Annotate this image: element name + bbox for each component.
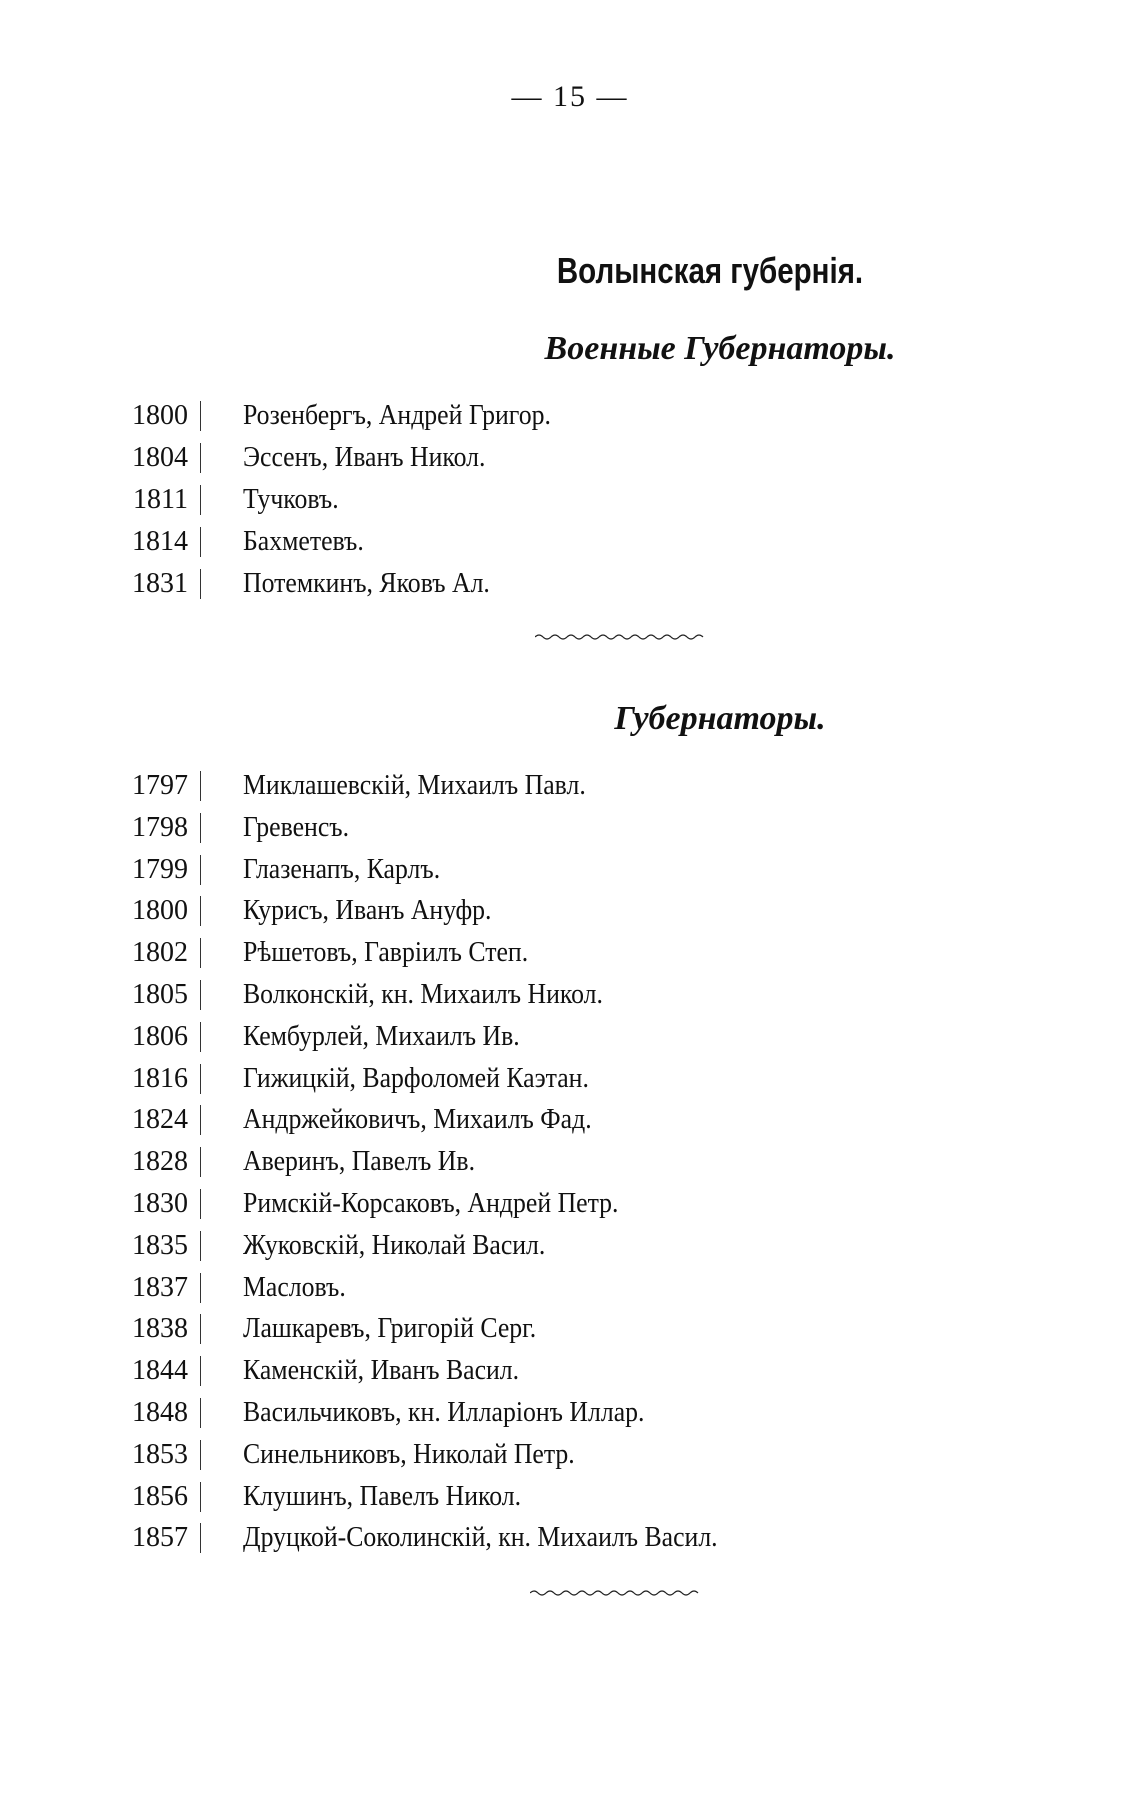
- entry-name: Гижицкій, Варфоломей Каэтан.: [243, 1062, 589, 1094]
- column-rule: [200, 1189, 201, 1219]
- entry-year: 1800: [132, 400, 188, 431]
- column-rule: [200, 1022, 201, 1052]
- list-item: [0, 1517, 1140, 1559]
- entry-year: 1857: [132, 1522, 188, 1554]
- entry-name: Римскій-Корсаковъ, Андрей Петр.: [243, 1187, 619, 1219]
- column-rule: [200, 855, 201, 885]
- governors-list: [0, 765, 1140, 1559]
- page-number: — 15 —: [511, 80, 629, 113]
- entry-name: Розенбергъ, Андрей Григор.: [243, 400, 551, 431]
- entry-year: 1800: [132, 895, 188, 927]
- entry-name: Глазенапъ, Карлъ.: [243, 853, 441, 885]
- list-item: [0, 1141, 1140, 1183]
- list-item: [0, 1392, 1140, 1434]
- entry-year: 1844: [132, 1355, 188, 1387]
- entry-name: Эссенъ, Иванъ Никол.: [243, 442, 486, 473]
- entry-year: 1799: [132, 853, 188, 885]
- list-item: [0, 1267, 1140, 1309]
- entry-year: 1805: [132, 978, 188, 1010]
- page-title: Волынская губернія.: [556, 250, 864, 291]
- military-governors-list: [0, 395, 1140, 605]
- entry-year: 1806: [132, 1020, 188, 1052]
- list-item: [0, 974, 1140, 1016]
- column-rule: [200, 938, 201, 968]
- column-rule: [200, 1356, 201, 1386]
- entry-year: 1824: [132, 1104, 188, 1136]
- column-rule: [200, 980, 201, 1010]
- column-rule: [200, 401, 201, 431]
- entry-name: Жуковскій, Николай Васил.: [243, 1229, 546, 1261]
- entry-name: Васильчиковъ, кн. Илларіонъ Иллар.: [243, 1396, 645, 1428]
- entry-year: 1816: [132, 1062, 188, 1094]
- list-item: [0, 765, 1140, 807]
- column-rule: [200, 1398, 201, 1428]
- entry-year: 1853: [132, 1438, 188, 1470]
- column-rule: [200, 771, 201, 801]
- entry-name: Бахметевъ.: [243, 526, 364, 557]
- entry-name: Курисъ, Иванъ Ануфр.: [243, 895, 492, 927]
- column-rule: [200, 1440, 201, 1470]
- military-governors-heading: Военные Губернаторы.: [544, 330, 896, 367]
- list-item: [0, 890, 1140, 932]
- section-divider: [535, 632, 705, 642]
- list-item: [0, 1308, 1140, 1350]
- list-item: [0, 437, 1140, 479]
- entry-year: 1837: [132, 1271, 188, 1303]
- entry-year: 1804: [132, 442, 188, 473]
- entry-name: Рѣшетовъ, Гавріилъ Степ.: [243, 937, 529, 969]
- list-item: [0, 1434, 1140, 1476]
- list-item: [0, 479, 1140, 521]
- entry-name: Тучковъ.: [243, 484, 339, 515]
- entry-name: Волконскій, кн. Михаилъ Никол.: [243, 978, 603, 1010]
- column-rule: [200, 896, 201, 926]
- entry-name: Аверинъ, Павелъ Ив.: [243, 1146, 476, 1178]
- list-item: [0, 1099, 1140, 1141]
- list-item: [0, 849, 1140, 891]
- entry-name: Масловъ.: [243, 1271, 346, 1303]
- entry-year: 1798: [132, 811, 188, 843]
- column-rule: [200, 443, 201, 473]
- entry-year: 1848: [132, 1396, 188, 1428]
- entry-year: 1828: [132, 1146, 188, 1178]
- column-rule: [200, 1314, 201, 1344]
- entry-name: Клушинъ, Павелъ Никол.: [243, 1480, 522, 1512]
- list-item: [0, 563, 1140, 605]
- entry-name: Потемкинъ, Яковъ Ал.: [243, 568, 490, 599]
- entry-name: Синельниковъ, Николай Петр.: [243, 1438, 575, 1470]
- entry-name: Лашкаревъ, Григорій Серг.: [243, 1313, 537, 1345]
- list-item: [0, 932, 1140, 974]
- column-rule: [200, 1482, 201, 1512]
- entry-year: 1797: [132, 770, 188, 801]
- entry-name: Гревенсъ.: [243, 811, 350, 843]
- column-rule: [200, 1105, 201, 1135]
- entry-year: 1802: [132, 937, 188, 969]
- column-rule: [200, 569, 201, 599]
- column-rule: [200, 1273, 201, 1303]
- list-item: [0, 521, 1140, 563]
- entry-name: Друцкой-Соколинскій, кн. Михаилъ Васил.: [243, 1522, 718, 1554]
- column-rule: [200, 813, 201, 843]
- list-item: [0, 1350, 1140, 1392]
- governors-heading: Губернаторы.: [614, 700, 826, 737]
- list-item: [0, 1058, 1140, 1100]
- entry-name: Каменскій, Иванъ Васил.: [243, 1355, 520, 1387]
- entry-name: Андржейковичъ, Михаилъ Фад.: [243, 1104, 592, 1136]
- column-rule: [200, 1523, 201, 1553]
- entry-year: 1814: [132, 526, 188, 557]
- column-rule: [200, 527, 201, 557]
- list-item: [0, 1225, 1140, 1267]
- entry-year: 1811: [133, 484, 188, 515]
- section-divider: [530, 1588, 700, 1598]
- list-item: [0, 1476, 1140, 1518]
- column-rule: [200, 1064, 201, 1094]
- entry-name: Кембурлей, Михаилъ Ив.: [243, 1020, 520, 1052]
- entry-year: 1835: [132, 1229, 188, 1261]
- entry-year: 1830: [132, 1187, 188, 1219]
- list-item: [0, 1016, 1140, 1058]
- entry-year: 1838: [132, 1313, 188, 1345]
- column-rule: [200, 485, 201, 515]
- entry-year: 1831: [132, 568, 188, 599]
- list-item: [0, 807, 1140, 849]
- column-rule: [200, 1147, 201, 1177]
- entry-year: 1856: [132, 1480, 188, 1512]
- list-item: [0, 1183, 1140, 1225]
- column-rule: [200, 1231, 201, 1261]
- entry-name: Миклашевскій, Михаилъ Павл.: [243, 770, 586, 801]
- list-item: [0, 395, 1140, 437]
